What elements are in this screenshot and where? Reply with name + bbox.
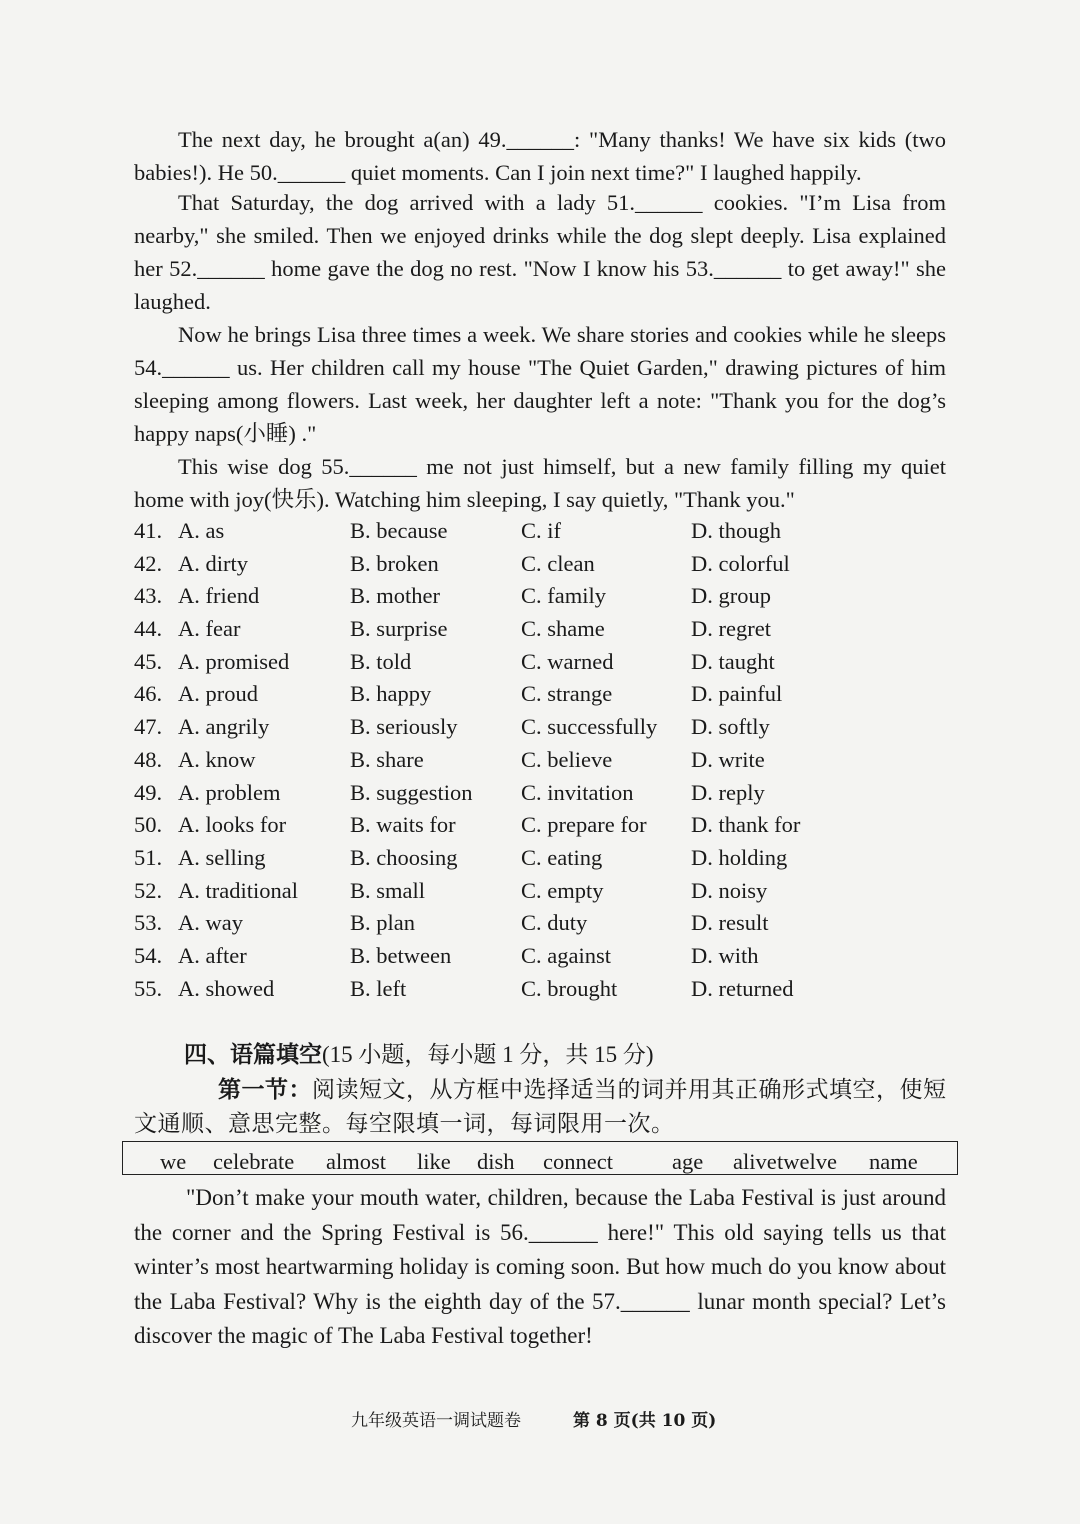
question-number: 41. (134, 518, 163, 543)
option-c: C. invitation (521, 779, 634, 805)
option-c: C. believe (521, 746, 613, 772)
option-row (134, 875, 946, 908)
option-row (134, 613, 946, 646)
option-c: C. empty (521, 877, 604, 903)
option-a: A. traditional (178, 877, 298, 903)
section-title (184, 1038, 654, 1072)
option-a: A. after (178, 942, 247, 968)
option-row (134, 711, 946, 744)
option-row (134, 548, 946, 581)
option-a: A. dirty (178, 550, 248, 576)
question-number: 49. (134, 779, 163, 805)
section-title-bold: 四、语篇填空 (184, 1042, 322, 1067)
option-d: D. group (691, 583, 771, 609)
word-box-word: we (160, 1149, 187, 1174)
option-b: B. mother (350, 583, 440, 609)
word-box-word: alive (733, 1149, 777, 1174)
option-row (134, 580, 946, 613)
option-a: A. problem (178, 779, 281, 805)
option-d: D. with (691, 942, 759, 968)
option-b: B. told (350, 648, 412, 674)
option-c: C. if (521, 518, 562, 543)
option-d: D. reply (691, 779, 765, 805)
option-d: D. regret (691, 616, 771, 642)
option-d: D. returned (691, 975, 794, 1001)
instructions (134, 1073, 952, 1141)
option-a: A. angrily (178, 714, 270, 740)
question-number: 47. (134, 714, 163, 740)
option-a: A. looks for (178, 812, 287, 838)
passage-paragraph-1: The next day, he brought a(an) 49.______: "Many thanks! We have six kids (two babies!). He 50.______ quiet moments. Can I join next time?" I laughed happily. (134, 127, 946, 185)
option-row (134, 515, 946, 548)
option-d: D. noisy (691, 877, 768, 903)
option-b: B. choosing (350, 844, 458, 870)
option-b: B. seriously (350, 714, 458, 740)
option-row (134, 777, 946, 810)
question-number: 51. (134, 844, 163, 870)
option-b: B. happy (350, 681, 432, 707)
option-d: D. taught (691, 648, 775, 674)
option-a: A. know (178, 746, 256, 772)
option-c: C. successfully (521, 714, 658, 740)
option-d: D. softly (691, 714, 770, 740)
option-b: B. between (350, 942, 452, 968)
passage-paragraph-5: "Don’t make your mouth water, children, because the Laba Festival is just around the corner and the Spring Festival is 56.______ here!" This old saying tells us that winter’s most heartwarming holiday is coming soon. But how much do you know about the Laba Festival? Why is the eighth day of the 57.______ lunar month special? Let’s discover the magic of The Laba Festival together! (134, 1185, 946, 1348)
word-box-word: age (672, 1149, 704, 1174)
question-number: 45. (134, 648, 163, 674)
option-b: B. share (350, 746, 424, 772)
option-row (134, 744, 946, 777)
question-number: 55. (134, 975, 163, 1001)
footer-title: 九年级英语一调试题卷 (351, 1411, 521, 1431)
word-box-word: almost (326, 1149, 386, 1174)
option-b: B. left (350, 975, 407, 1001)
passage-paragraph-4: This wise dog 55.______ me not just himself, but a new family filling my quiet home with joy(快乐). Watching him sleeping, I say quietly, "Thank you." (134, 454, 946, 512)
option-d: D. colorful (691, 550, 790, 576)
option-d: D. write (691, 746, 765, 772)
footer-page-number: 第 8 页(共 10 页) (573, 1411, 717, 1431)
question-number: 48. (134, 746, 163, 772)
option-row (134, 646, 946, 679)
option-c: C. warned (521, 648, 614, 674)
option-a: A. way (178, 910, 243, 936)
option-b: B. waits for (350, 812, 456, 838)
word-box-word: like (417, 1149, 451, 1174)
word-box (122, 1141, 958, 1175)
question-number: 53. (134, 910, 163, 936)
option-row (134, 678, 946, 711)
option-c: C. brought (521, 975, 618, 1001)
page-footer (351, 1408, 716, 1434)
option-c: C. clean (521, 550, 595, 576)
option-d: D. though (691, 518, 781, 543)
option-a: A. fear (178, 616, 241, 642)
word-box-word: name (869, 1149, 918, 1174)
option-c: C. against (521, 942, 611, 968)
option-row (134, 907, 946, 940)
question-number: 50. (134, 812, 163, 838)
question-number: 54. (134, 942, 163, 968)
passage-paragraph-3: Now he brings Lisa three times a week. We share stories and cookies while he sleeps 54.______ us. Her children call my house "The Quiet Garden," drawing pictures of him sleeping among flowers. Last week, her daughter left a note: "Thank you for the dog’s happy naps(小睡) ." (134, 322, 946, 446)
question-number: 43. (134, 583, 163, 609)
answer-options (134, 515, 946, 1005)
word-box-word: twelve (777, 1149, 837, 1174)
option-b: B. plan (350, 910, 415, 936)
option-d: D. painful (691, 681, 783, 707)
option-c: C. eating (521, 844, 603, 870)
word-box-word: connect (543, 1149, 613, 1174)
question-number: 42. (134, 550, 163, 576)
option-a: A. showed (178, 975, 275, 1001)
option-row (134, 940, 946, 973)
option-b: B. small (350, 877, 426, 903)
section-title-detail: (15 小题，每小题 1 分，共 15 分) (322, 1042, 654, 1067)
option-b: B. suggestion (350, 779, 473, 805)
word-box-word: celebrate (213, 1149, 295, 1174)
option-a: A. proud (178, 681, 258, 707)
option-row (134, 842, 946, 875)
part-label: 第一节： (218, 1077, 312, 1103)
option-b: B. broken (350, 550, 439, 576)
option-c: C. shame (521, 616, 605, 642)
option-row (134, 809, 946, 842)
option-a: A. selling (178, 844, 266, 870)
option-a: A. friend (178, 583, 260, 609)
option-c: C. duty (521, 910, 588, 936)
option-c: C. strange (521, 681, 613, 707)
instruction-text: 阅读短文，从方框中选择适当的词并用其正确形式填空，使短文通顺、意思完整。每空限填一词，每词限用一次。 (134, 1077, 947, 1137)
question-number: 44. (134, 616, 163, 642)
question-number: 52. (134, 877, 163, 903)
option-a: A. promised (178, 648, 290, 674)
option-c: C. family (521, 583, 606, 609)
option-c: C. prepare for (521, 812, 647, 838)
word-box-word: dish (477, 1149, 515, 1174)
option-d: D. result (691, 910, 769, 936)
option-row (134, 973, 946, 1006)
option-b: B. because (350, 518, 448, 543)
option-d: D. holding (691, 844, 788, 870)
passage-paragraph-2: That Saturday, the dog arrived with a lady 51.______ cookies. "I’m Lisa from nearby," she smiled. Then we enjoyed drinks while the dog slept deeply. Lisa explained her 52.______ home gave the dog no rest. "Now I know his 53.______ to get away!" she laughed. (134, 190, 946, 314)
option-b: B. surprise (350, 616, 448, 642)
question-number: 46. (134, 681, 163, 707)
option-a: A. as (178, 518, 225, 543)
option-d: D. thank for (691, 812, 801, 838)
